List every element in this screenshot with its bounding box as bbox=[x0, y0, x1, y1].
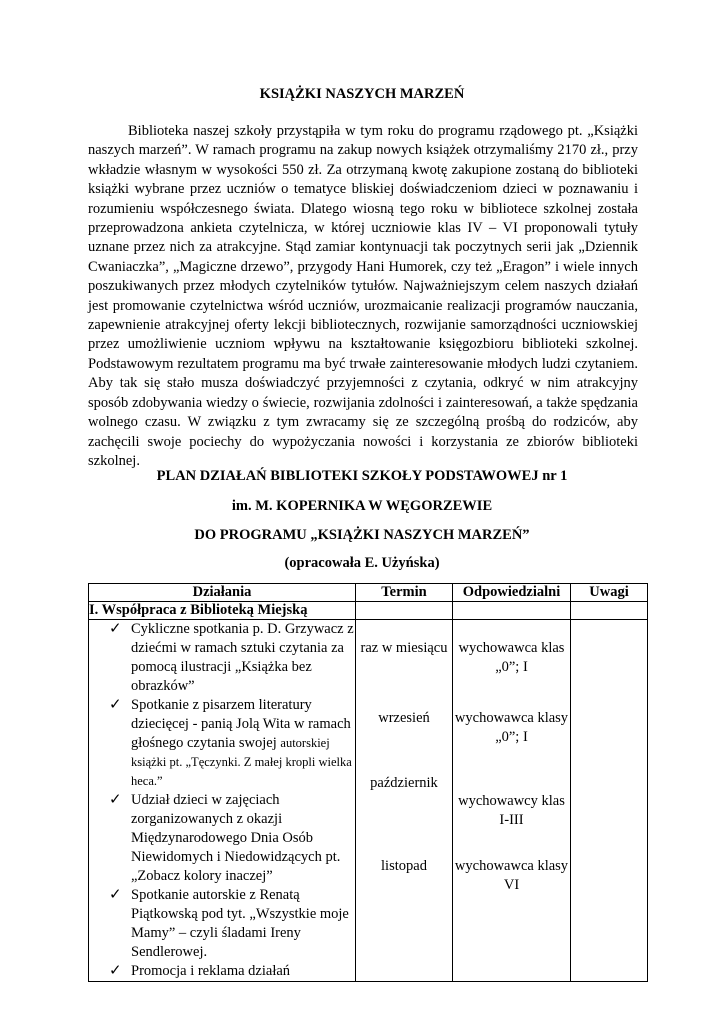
notes-cell bbox=[571, 620, 648, 982]
activity-small-text: autorskiej książki pt. „Tęczynki. Z małej kropli wielka heca.” bbox=[131, 736, 352, 788]
section-responsible-cell bbox=[453, 602, 571, 620]
document-title: KSIĄŻKI NASZYCH MARZEŃ bbox=[259, 86, 465, 102]
activity-text: Spotkanie z pisarzem literatury dziecięcej - panią Jolą Wita w ramach głośnego czytania swojej bbox=[131, 697, 351, 751]
activity-text: Promocja i reklama działań bbox=[131, 963, 291, 979]
section-title: I. Współpraca z Biblioteką Miejską bbox=[89, 602, 356, 620]
responsible-4: wychowawca klasy VI bbox=[454, 858, 569, 893]
activity-text: Udział dzieci w zajęciach zorganizowanych z okazji Międzynarodowego Dnia Osób Niewidomych i Niedowidzących pt. „Zobacz kolory inaczej” bbox=[131, 792, 341, 884]
plan-heading-3: DO PROGRAMU „KSIĄŻKI NASZYCH MARZEŃ” bbox=[194, 527, 530, 543]
list-item bbox=[89, 620, 355, 696]
responsible-3: wychowawcy klas I-III bbox=[458, 793, 565, 828]
plan-heading-1: PLAN DZIAŁAŃ BIBLIOTEKI SZKOŁY PODSTAWOWEJ nr 1 bbox=[156, 468, 568, 484]
term-4: listopad bbox=[381, 858, 427, 874]
activities-cell bbox=[89, 620, 356, 982]
plan-heading-2: im. M. KOPERNIKA W WĘGORZEWIE bbox=[231, 498, 493, 514]
section-notes-cell bbox=[571, 602, 648, 620]
header-responsible: Odpowiedzialni bbox=[453, 584, 571, 602]
term-3: październik bbox=[370, 775, 438, 791]
check-icon: ✓ bbox=[109, 963, 122, 979]
responsible-1: wychowawca klas „0”; I bbox=[458, 640, 565, 675]
check-icon: ✓ bbox=[109, 621, 122, 637]
check-icon: ✓ bbox=[109, 792, 122, 808]
list-item bbox=[89, 886, 355, 962]
term-2: wrzesień bbox=[378, 710, 430, 726]
responsible-2: wychowawca klasy „0”; I bbox=[454, 710, 569, 745]
activity-text: Cykliczne spotkania p. D. Grzywacz z dziećmi w ramach sztuki czytania za pomocą ilustracji „Książka bez obrazków” bbox=[131, 621, 354, 694]
header-term: Termin bbox=[356, 584, 453, 602]
activity-text: Spotkanie autorskie z Renatą Piątkowską pod tyt. „Wszystkie moje Mamy” – czyli śladami Ireny Sendlerowej. bbox=[131, 887, 349, 960]
term-cell bbox=[356, 620, 453, 982]
header-notes: Uwagi bbox=[571, 584, 648, 602]
activity-list bbox=[89, 620, 355, 981]
list-item bbox=[89, 962, 355, 981]
table-row bbox=[89, 620, 648, 982]
term-1: raz w miesiącu bbox=[360, 640, 448, 656]
section-row bbox=[89, 602, 648, 620]
section-term-cell bbox=[356, 602, 453, 620]
plan-author: (opracowała E. Użyńska) bbox=[284, 555, 440, 571]
header-actions: Działania bbox=[89, 584, 356, 602]
check-icon: ✓ bbox=[109, 697, 122, 713]
check-icon: ✓ bbox=[109, 887, 122, 903]
list-item bbox=[89, 696, 355, 791]
plan-table bbox=[88, 583, 648, 982]
list-item bbox=[89, 791, 355, 886]
intro-paragraph: Biblioteka naszej szkoły przystąpiła w tym roku do programu rządowego pt. „Książki naszych marzeń”. W ramach programu na zakup nowych książek otrzymaliśmy 2170 zł., przy wkładzie własnym w wysokości 550 zł. Za otrzymaną kwotę zakupione zostaną do biblioteki książki wybrane przez uczniów o tematyce bliskiej doświadczeniom dzieci w poznawaniu i rozumieniu współczesnego świata. Dlatego wiosną tego roku w bibliotece szkolnej została przeprowadzona ankieta czytelnicza, w której uczniowie klas IV – VI proponowali tytuły uznane przez nich za atrakcyjne. Stąd zamiar kontynuacji tak poczytnych serii jak „Dziennik Cwaniaczka”, „Magiczne drzewo”, przygody Hani Humorek, czy też „Eragon” i wiele innych poszukiwanych przez młodych czytelników tytułów. Najważniejszym celem naszych działań jest promowanie czytelnictwa wśród uczniów, urozmaicanie realizacji programów nauczania, zapewnienie atrakcyjnej oferty lekcji bibliotecznych, rozwijanie samorządności uczniowskiej przez umożliwienie uczniom wpływu na kształtowanie księgozbioru biblioteki szkolnej. Podstawowym rezultatem programu ma być trwałe zainteresowanie młodych ludzi czytaniem. Aby tak się stało musza doświadczyć przyjemności z czytania, odkryć w nim atrakcyjny sposób zdobywania wiedzy o świecie, rozwijania zdolności i zainteresowań, a także spędzania wolnego czasu. W związku z tym zwracamy się ze szczególną prośbą do rodziców, aby zachęcili swoje pociechy do wypożyczania nowości i korzystania ze zbiorów biblioteki szkolnej. bbox=[88, 123, 638, 469]
table-header-row bbox=[89, 584, 648, 602]
responsible-cell bbox=[453, 620, 571, 982]
